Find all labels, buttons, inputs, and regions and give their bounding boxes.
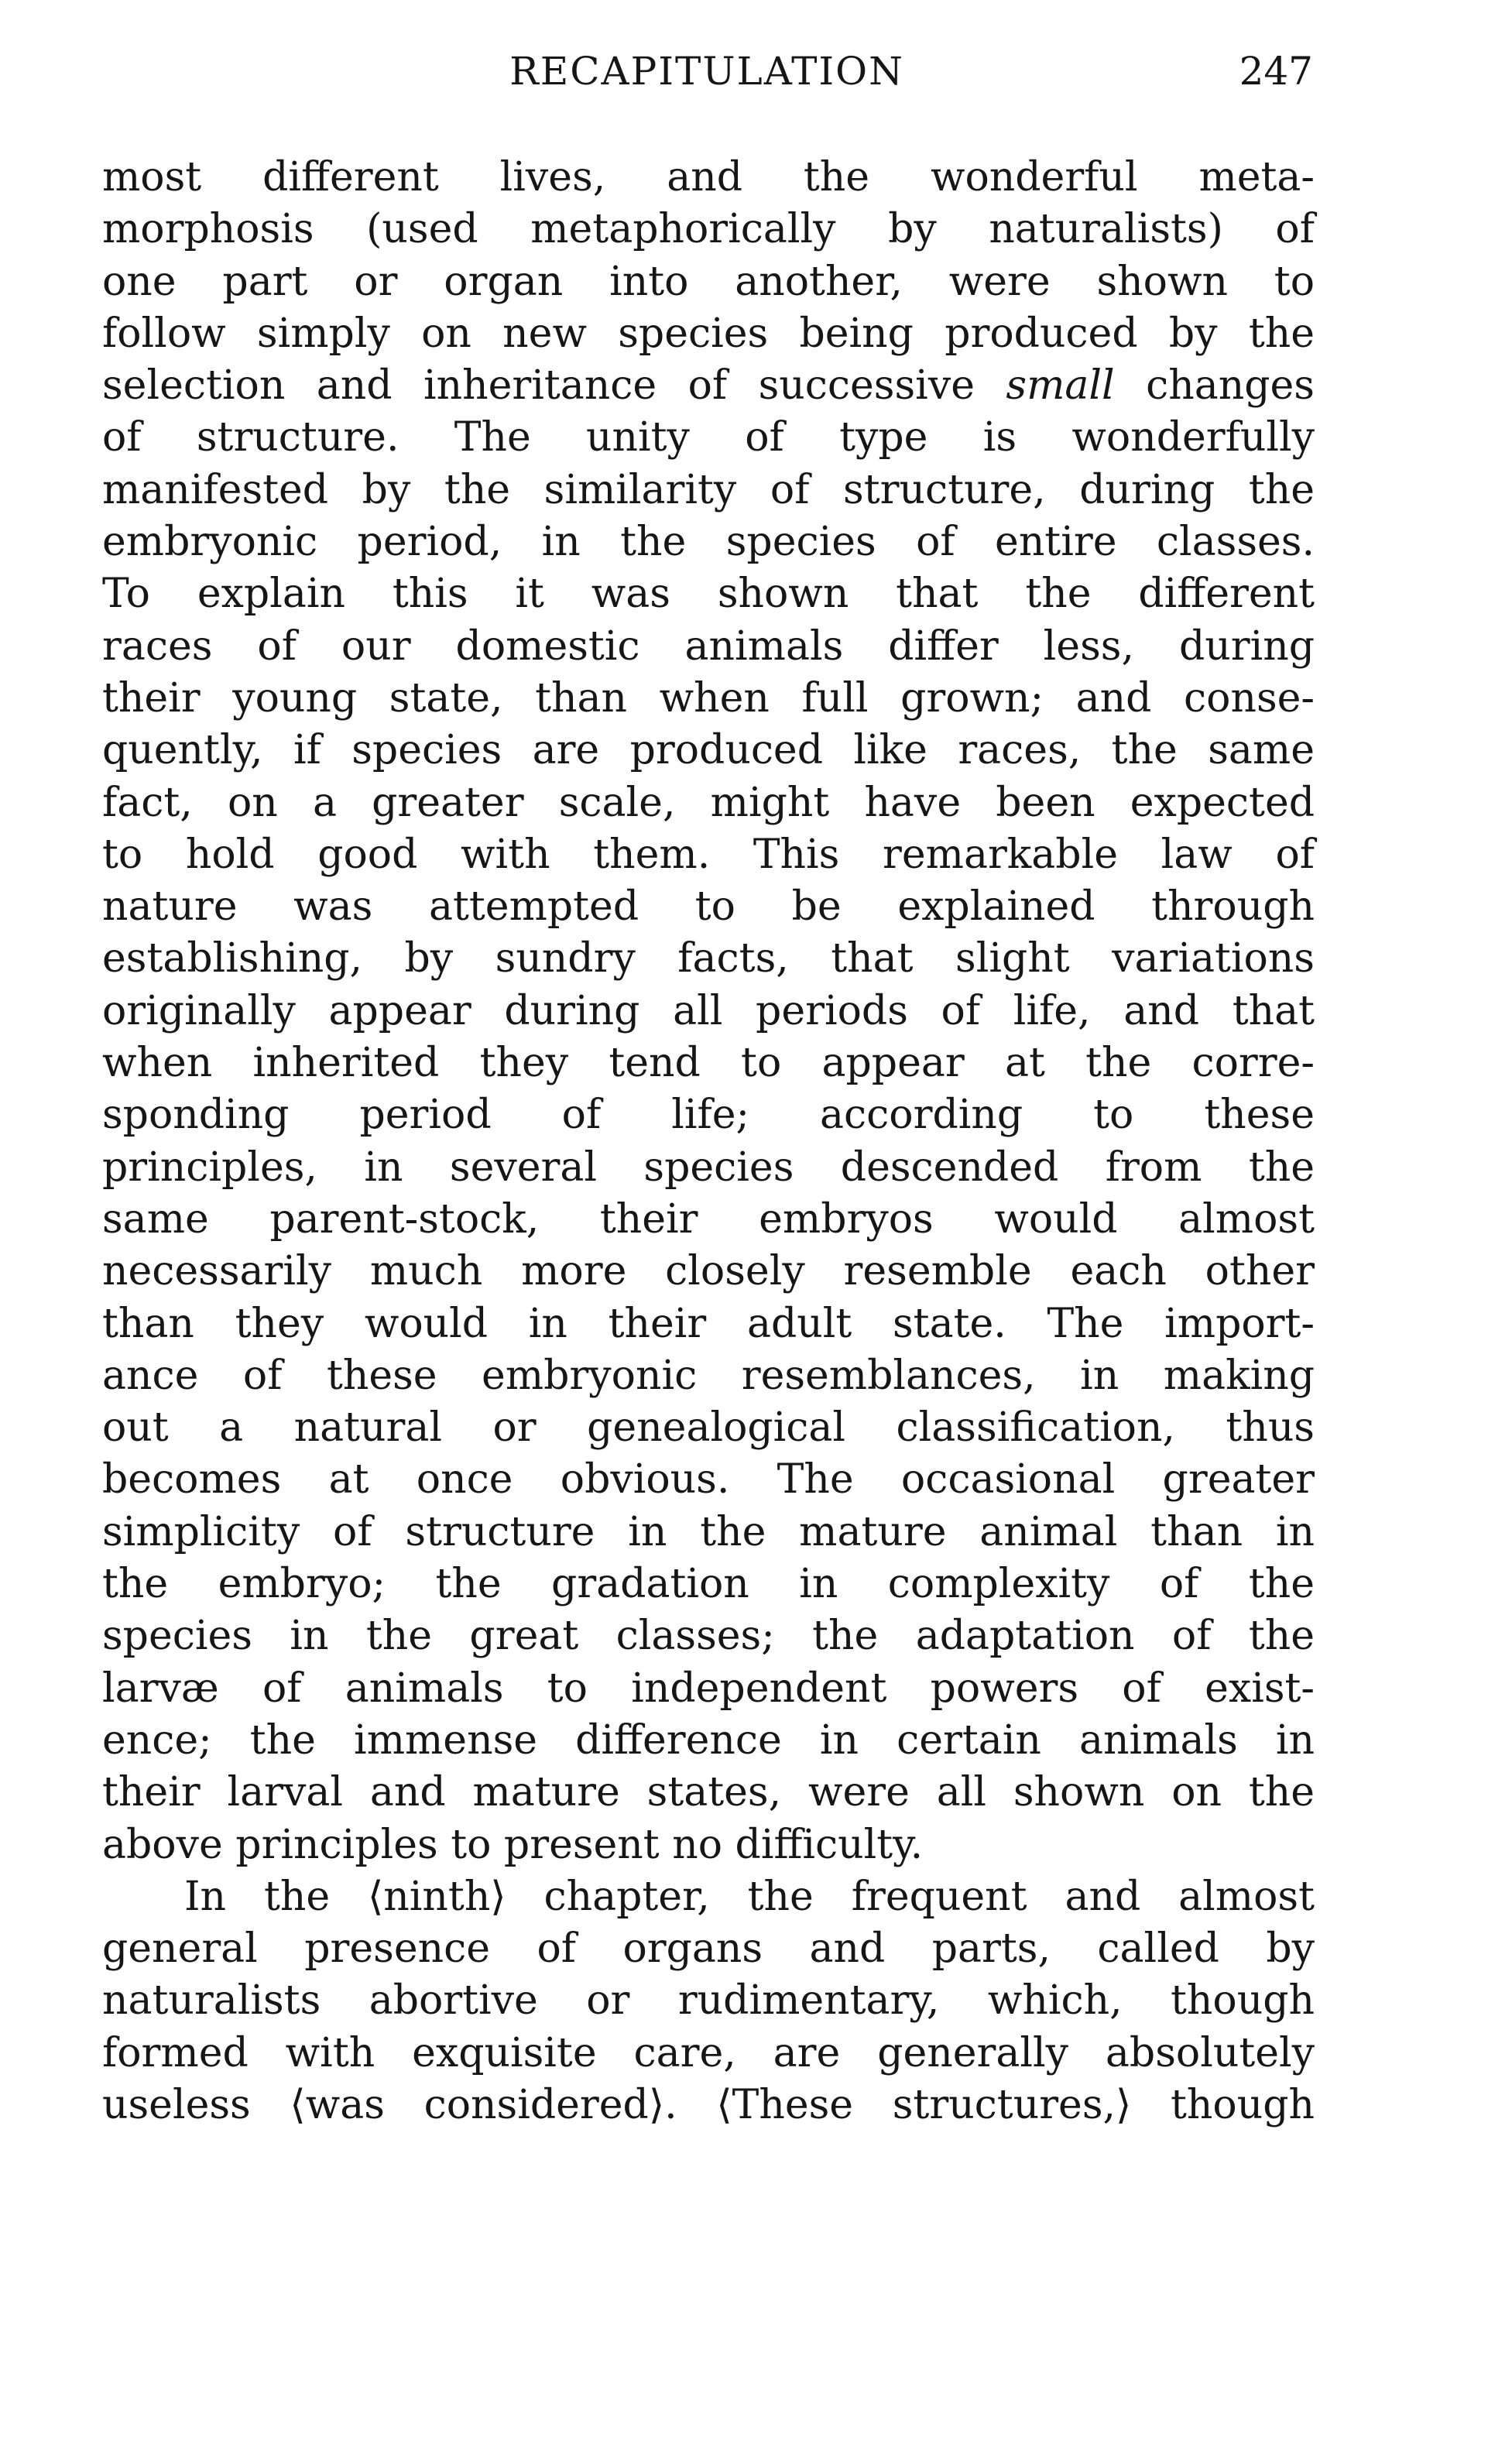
text-line: fact, on a greater scale, might have been expected [102, 779, 1315, 826]
body-text [102, 152, 1315, 2131]
text-line: principles, in several species descended from the [102, 1143, 1315, 1191]
text-fragment: changes [1114, 362, 1315, 410]
text-line: nature was attempted to be explained through [102, 883, 1315, 931]
text-line: the embryo; the gradation in complexity of the [102, 1561, 1315, 1608]
text-line: most different lives, and the wonderful meta- [102, 154, 1315, 201]
text-line: one part or organ into another, were shown to [102, 258, 1315, 305]
text-line: species in the great classes; the adaptation of the [102, 1613, 1315, 1660]
text-line: races of our domestic animals differ less, during [102, 622, 1315, 670]
text-line: general presence of organs and parts, called by [102, 1925, 1315, 1973]
text-line: manifested by the similarity of structure, during the [102, 466, 1315, 513]
text-line: formed with exquisite care, are generally absolutely [102, 2029, 1315, 2076]
italic-word: small [1006, 362, 1115, 410]
text-line: same parent-stock, their embryos would almost [102, 1195, 1315, 1243]
text-fragment: selection and inheritance of successive [102, 362, 1006, 410]
text-line: morphosis (used metaphorically by naturalists) of [102, 206, 1315, 253]
text-line: useless ⟨was considered⟩. ⟨These structures,⟩ though [102, 2081, 1315, 2128]
text-line: To explain this it was shown that the different [102, 571, 1315, 618]
text-line: quently, if species are produced like races, the same [102, 727, 1315, 774]
text-line: ence; the immense difference in certain animals in [102, 1716, 1315, 1764]
text-line: above principles to present no difficulty. [102, 1821, 924, 1868]
text-line: embryonic period, in the species of entire classes. [102, 519, 1315, 566]
text-line: originally appear during all periods of life, and that [102, 987, 1315, 1034]
text-line: In the ⟨ninth⟩ chapter, the frequent and almost [184, 1873, 1315, 1920]
text-line: naturalists abortive or rudimentary, which, though [102, 1977, 1315, 2025]
chapter-title: RECAPITULATION [509, 49, 904, 94]
text-line: ance of these embryonic resemblances, in making [102, 1352, 1315, 1399]
text-line [102, 360, 1315, 412]
text-line: becomes at once obvious. The occasional greater [102, 1456, 1315, 1504]
text-line: when inherited they tend to appear at the corre- [102, 1040, 1315, 1087]
text-line: to hold good with them. This remarkable law of [102, 831, 1315, 878]
text-line: simplicity of structure in the mature animal than in [102, 1508, 1315, 1555]
text-line: their larval and mature states, were all shown on the [102, 1769, 1315, 1816]
text-line: sponding period of life; according to these [102, 1092, 1315, 1139]
text-line: their young state, than when full grown; and conse- [102, 674, 1315, 722]
text-line: of structure. The unity of type is wonderfully [102, 414, 1315, 461]
text-line: necessarily much more closely resemble each other [102, 1248, 1315, 1295]
text-line: establishing, by sundry facts, that slight variations [102, 935, 1315, 982]
text-line: larvæ of animals to independent powers of exist- [102, 1665, 1315, 1712]
page-number: 247 [1239, 49, 1313, 94]
text-line: follow simply on new species being produced by the [102, 310, 1315, 357]
text-line: than they would in their adult state. The import- [102, 1300, 1315, 1347]
running-header [101, 40, 1313, 102]
text-line: out a natural or genealogical classification, thus [102, 1404, 1315, 1452]
